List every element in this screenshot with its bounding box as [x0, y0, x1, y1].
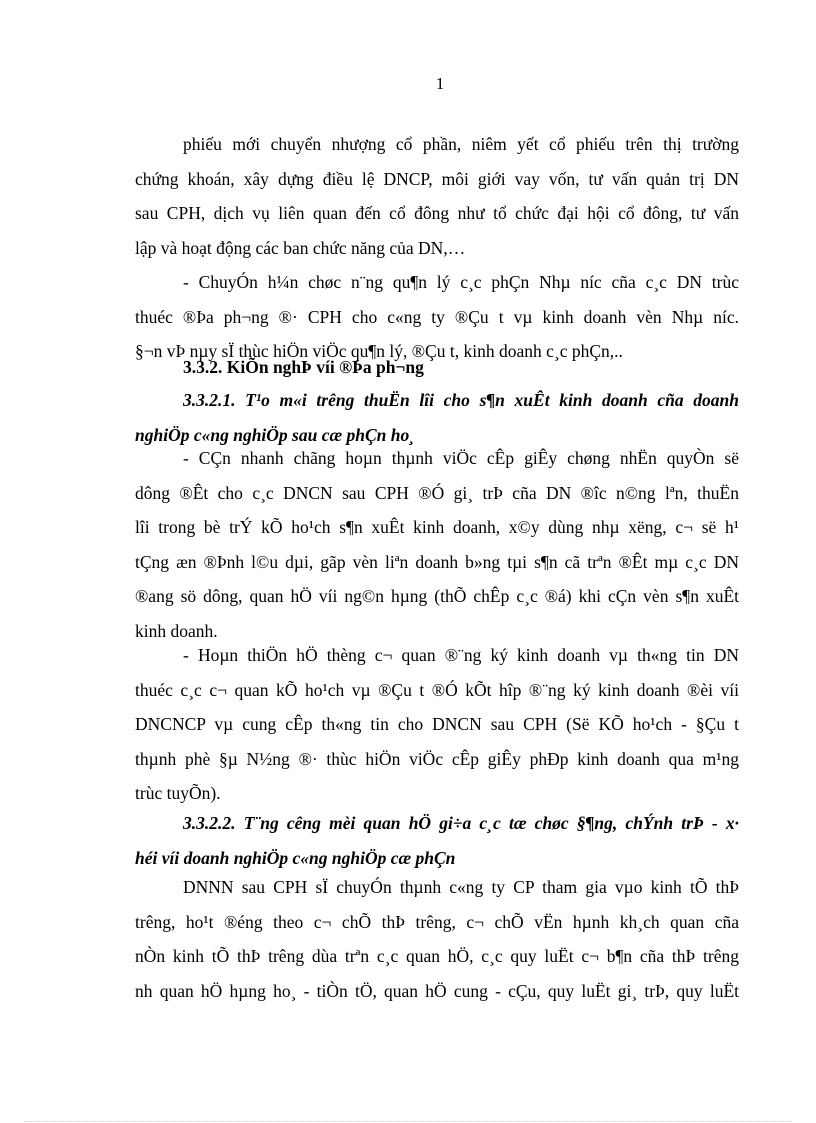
- text-line: nÒn kinh tÕ thÞ trêng dùa trªn c¸c quan hÖ, c¸c quy luËt c¬ b¶n cña thÞ trêng: [135, 946, 739, 966]
- text-line: trêng, ho¹t ®éng theo c¬ chÕ thÞ trêng, c¬ chÕ vËn hµnh kh¸ch quan cña: [135, 911, 739, 932]
- text-line: - ChuyÓn h¼n chøc n¨ng qu¶n lý c¸c phÇn Nhµ níc cña c¸c DN trùc: [183, 272, 739, 292]
- text-line: ®ang sö dông, quan hÖ víi ng©n hµng (thÕ chÊp c¸c ®á) khi cÇn vèn s¶n xuÊt: [135, 586, 739, 606]
- text-line: thuéc ®Þa ph¬ng ®· CPH cho c«ng ty ®Çu t vµ kinh doanh vèn Nhµ níc.: [135, 306, 739, 327]
- paragraph-block1: [135, 127, 739, 265]
- paragraph-block5: [135, 870, 739, 1008]
- text-line: thµnh phè §µ N½ng ®· thùc hiÖn viÖc cÊp giÊy phÐp kinh doanh qua m¹ng: [135, 748, 739, 769]
- text-line: nh quan hÖ hµng ho¸ - tiÒn tÖ, quan hÖ cung - cÇu, quy luËt gi¸ trÞ, quy luËt: [135, 980, 739, 1001]
- text-line: 3.3.2.2. T¨ng cêng mèi quan hÖ gi÷a c¸c tæ chøc §¶ng, chÝnh trÞ - x·: [183, 813, 739, 833]
- text-line: - CÇn nhanh chãng hoµn thµnh viÖc cÊp giÊy chøng nhËn quyÒn së: [183, 448, 739, 468]
- paragraph-block4: [135, 638, 739, 811]
- text-line: chứng khoán, xây dựng điều lệ DNCP, môi giới vay vốn, tư vấn quản trị DN: [135, 168, 739, 189]
- text-line: lîi trong bè trÝ kÕ ho¹ch s¶n xuÊt kinh doanh, x©y dùng nhµ xëng, c¬ së h¹: [135, 517, 739, 537]
- paragraph-block3: [135, 441, 739, 648]
- text-line: tÇng æn ®Þnh l©u dµi, gãp vèn liªn doanh b»ng tµi s¶n cã trªn ®Êt mµ c¸c DN: [135, 551, 739, 572]
- text-line: dông ®Êt cho c¸c DNCN sau CPH ®Ó gi¸ trÞ cña DN ®îc n©ng lªn, thuËn: [135, 482, 739, 503]
- heading-3-3-2-2: [135, 806, 739, 875]
- text-line: trùc tuyÕn).: [135, 783, 221, 803]
- text-line: phiếu mới chuyển nhượng cổ phần, niêm yết cổ phiếu trên thị trường: [183, 134, 739, 154]
- text-line: 3.3.2.1. T¹o m«i trêng thuËn lîi cho s¶n xuÊt kinh doanh cña doanh: [183, 390, 739, 410]
- text-line: §¬n vÞ nµy sÏ thùc hiÖn viÖc qu¶n lý, ®Çu t, kinh doanh c¸c phÇn,..: [135, 341, 623, 361]
- text-line: thuéc c¸c c¬ quan kÕ ho¹ch vµ ®Çu t ®Ó kÕt hîp ®¨ng ký kinh doanh ®èi víi: [135, 679, 739, 700]
- text-line: DNNN sau CPH sÏ chuyÓn thµnh c«ng ty CP tham gia vµo kinh tÕ thÞ: [183, 877, 739, 897]
- text-line: sau CPH, dịch vụ liên quan đến cổ đông như tổ chức đại hội cổ đông, tư vấn: [135, 203, 739, 223]
- text-line: kinh doanh.: [135, 620, 218, 641]
- text-line: héi víi doanh nghiÖp c«ng nghiÖp cæ phÇn: [135, 847, 456, 868]
- text-line: lập và hoạt động các ban chức năng của DN,…: [135, 237, 466, 258]
- text-line: DNCNCP vµ cung cÊp th«ng tin cho DNCN sau CPH (Së KÕ ho¹ch - §Çu t: [135, 714, 739, 734]
- text-line: nghiÖp c«ng nghiÖp sau cæ phÇn ho¸: [135, 424, 416, 445]
- page-number: 1: [435, 74, 445, 93]
- page-bottom-divider: [24, 1121, 792, 1122]
- text-line: - Hoµn thiÖn hÖ thèng c¬ quan ®¨ng ký kinh doanh vµ th«ng tin DN: [183, 645, 739, 665]
- heading-3-3-2: 3.3.2. KiÕn nghÞ víi ®Þa ph¬ng: [183, 357, 424, 377]
